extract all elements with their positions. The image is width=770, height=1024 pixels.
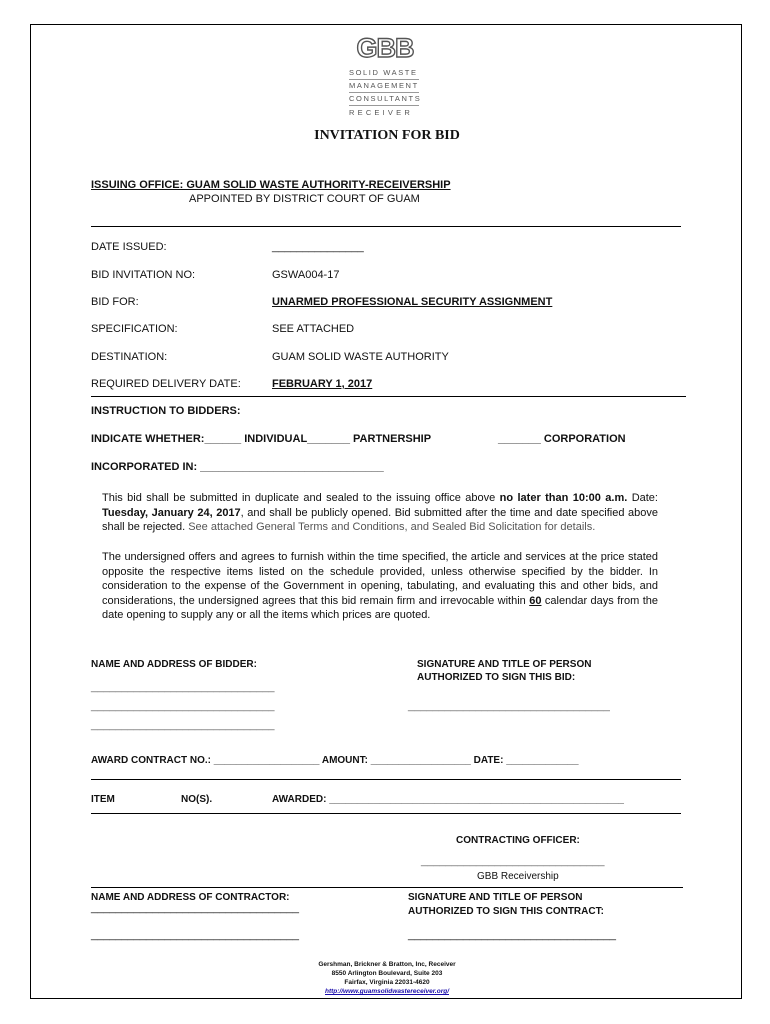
document-title: INVITATION FOR BID	[314, 128, 460, 143]
logo-line-2: MANAGEMENT	[349, 81, 419, 90]
field-label-specification: SPECIFICATION:	[91, 323, 178, 335]
logo-line-4: RECEIVER	[349, 108, 413, 117]
field-label-delivery-date: REQUIRED DELIVERY DATE:	[91, 378, 241, 390]
divider	[91, 226, 681, 227]
undersigned-paragraph	[102, 550, 658, 623]
instruction-heading: INSTRUCTION TO BIDDERS:	[91, 405, 241, 417]
issuing-office: ISSUING OFFICE: GUAM SOLID WASTE AUTHORITY-RECEIVERSHIP	[91, 179, 451, 191]
field-label-bid-for: BID FOR:	[91, 296, 139, 308]
contractor-signature-label: SIGNATURE AND TITLE OF PERSON	[408, 892, 583, 903]
para1-see-attached: See attached General Terms and Conditions, and Sealed Bid Solicitation for details.	[188, 521, 596, 533]
incorporated-in: INCORPORATED IN: ______________________________	[91, 461, 384, 473]
field-value-bid-for: UNARMED PROFESSIONAL SECURITY ASSIGNMENT	[272, 296, 553, 308]
contracting-officer-signature-line: ______________________________	[421, 855, 605, 867]
field-label-date-issued: DATE ISSUED:	[91, 241, 167, 253]
para1-text: , and shall be publicly opened. Bid submitted after the time and date specified above shall be rejected.	[102, 506, 658, 533]
bidder-name-label: NAME AND ADDRESS OF BIDDER:	[91, 659, 257, 670]
para1-deadline: no later than 10:00 a.m.	[499, 492, 628, 504]
footer-website-link[interactable]: http://www.guamsolidwastereceiver.org/	[324, 988, 449, 995]
field-value-delivery-date: FEBRUARY 1, 2017	[272, 378, 373, 390]
gbb-logo: GBB	[356, 33, 414, 63]
divider	[91, 396, 686, 397]
contractor-address-line: __________________________________	[91, 902, 300, 914]
logo-divider	[349, 105, 419, 106]
footer-city: Fairfax, Virginia 22031-4620	[344, 979, 430, 986]
logo-line-1: SOLID WASTE	[349, 68, 418, 77]
contracting-officer-name: GBB Receivership	[477, 871, 559, 882]
field-label-bid-invitation-no: BID INVITATION NO:	[91, 269, 196, 281]
divider	[91, 813, 681, 814]
contractor-address-line: __________________________________	[91, 929, 300, 941]
para1-text: This bid shall be submitted in duplicate and sealed to the issuing office above	[102, 492, 500, 504]
field-value-bid-invitation-no: GSWA004-17	[272, 269, 340, 281]
contracting-officer-label: CONTRACTING OFFICER:	[456, 835, 580, 846]
award-contract-line: AWARD CONTRACT NO.: ___________________ AMOUNT: __________________ DATE: _____________	[91, 755, 579, 766]
bidder-address-line: ______________________________	[91, 700, 275, 712]
document-page	[30, 24, 742, 999]
field-value-destination: GUAM SOLID WASTE AUTHORITY	[272, 351, 449, 363]
divider	[91, 887, 683, 888]
bidder-signature-label: AUTHORIZED TO SIGN THIS BID:	[417, 672, 576, 683]
field-label-destination: DESTINATION:	[91, 351, 168, 363]
awarded-line: AWARDED: _____________________________________________________	[272, 794, 624, 805]
logo-line-3: CONSULTANTS	[349, 94, 422, 103]
contractor-signature-line: __________________________________	[408, 929, 617, 941]
bid-submission-paragraph	[102, 491, 658, 535]
bidder-signature-line: _________________________________	[408, 700, 610, 712]
contractor-name-label: NAME AND ADDRESS OF CONTRACTOR:	[91, 892, 290, 903]
issuing-office-appointed: APPOINTED BY DISTRICT COURT OF GUAM	[189, 193, 420, 205]
bidder-address-line: ______________________________	[91, 719, 275, 731]
nos-label: NO(S).	[181, 794, 213, 805]
logo-divider	[349, 92, 419, 93]
indicate-corporation: _______ CORPORATION	[498, 433, 626, 445]
para1-text: Date:	[627, 492, 658, 504]
footer-company: Gershman, Brickner & Bratton, Inc, Receiver	[318, 961, 456, 968]
bidder-signature-label: SIGNATURE AND TITLE OF PERSON	[417, 659, 592, 670]
footer-address: 8550 Arlington Boulevard, Suite 203	[331, 970, 443, 977]
item-label: ITEM	[91, 794, 115, 805]
contractor-signature-label: AUTHORIZED TO SIGN THIS CONTRACT:	[408, 906, 604, 917]
para1-date: Tuesday, January 24, 2017	[102, 506, 241, 519]
field-value-specification: SEE ATTACHED	[272, 323, 355, 335]
field-value-date-issued: _______________	[272, 241, 364, 253]
logo-divider	[349, 79, 419, 80]
para2-days: 60	[529, 594, 542, 607]
indicate-whether: INDICATE WHETHER:______ INDIVIDUAL_______ PARTNERSHIP	[91, 433, 432, 445]
divider	[91, 779, 681, 780]
para2-text: The undersigned offers and agrees to furnish within the time specified, the article and services at the price stated opposite the respective items listed on the schedule provided, unless otherwise specified by the bidder. In consideration to the expense of the Government in opening, tabulating, and evaluating this and other bids, and considerations, the undersigned agrees that this bid remain firm and irrevocable within	[102, 551, 658, 607]
para2-text: calendar days from the date opening to supply any or all the items which prices are quoted.	[102, 594, 658, 621]
footer-link-row	[31, 987, 743, 996]
bidder-address-line: ______________________________	[91, 681, 275, 693]
